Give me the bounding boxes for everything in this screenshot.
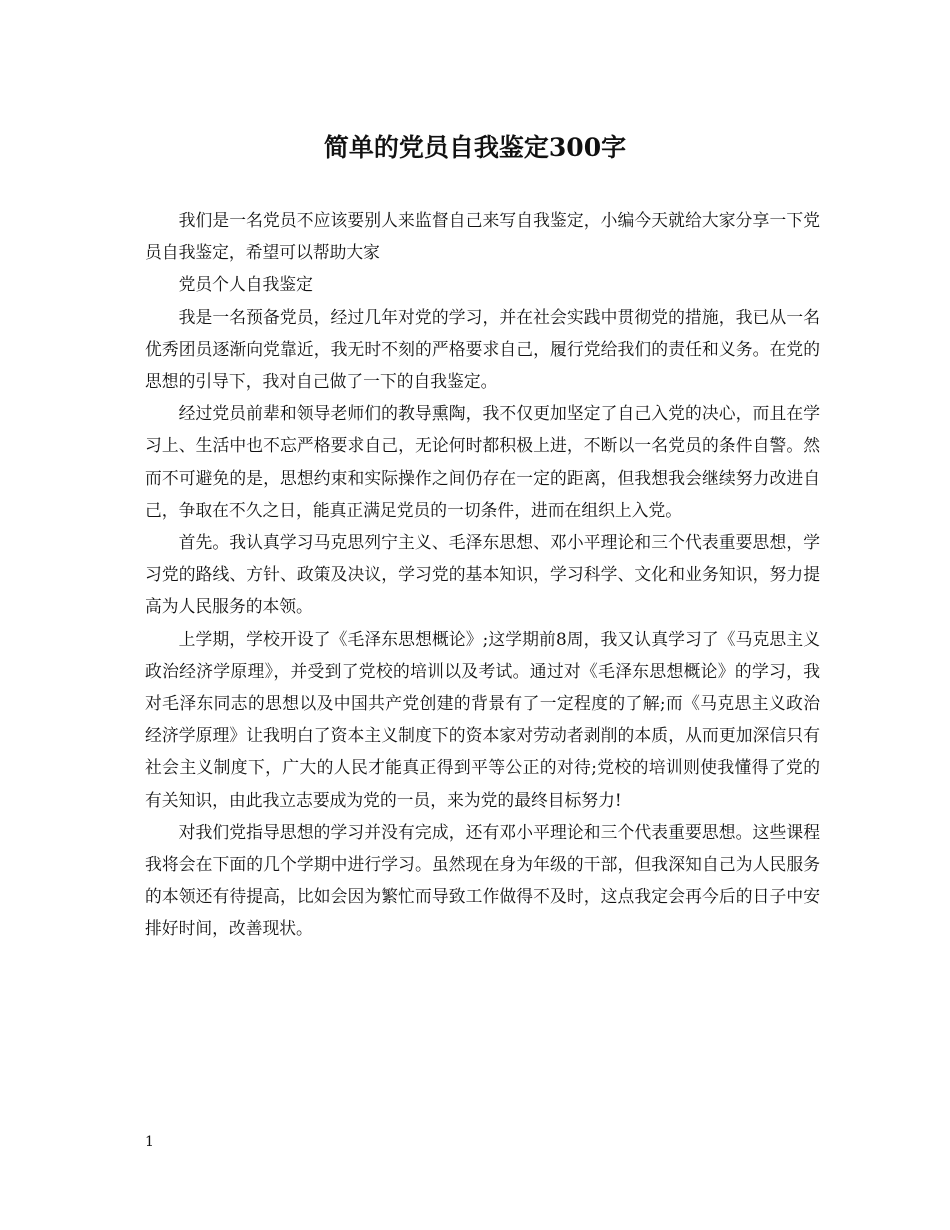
paragraph-3: 首先。我认真学习马克思列宁主义、毛泽东思想、邓小平理论和三个代表重要思想，学习党的路线、方针、政策及决议，学习党的基本知识，学习科学、文化和业务知识，努力提高为人民服务的本领。 bbox=[145, 532, 820, 617]
section-heading: 党员个人自我鉴定 bbox=[178, 274, 313, 295]
paragraph-5: 对我们党指导思想的学习并没有完成，还有邓小平理论和三个代表重要思想。这些课程我将会在下面的几个学期中进行学习。虽然现在身为年级的干部，但我深知自己为人民服务的本领还有待提高，比如会因为繁忙而导致工作做得不及时，这点我定会再今后的日子中安排好时间，改善现状。 bbox=[145, 821, 820, 939]
paragraph-4: 上学期，学校开设了《毛泽东思想概论》;这学期前8周，我又认真学习了《马克思主义政治经济学原理》，并受到了党校的培训以及考试。通过对《毛泽东思想概论》的学习，我对毛泽东同志的思想以及中国共产党创建的背景有了一定程度的了解;而《马克思主义政治经济学原理》让我明白了资本主义制度下的资本家对劳动者剥削的本质，从而更加深信只有社会主义制度下，广大的人民才能真正得到平等公正的对待;党校的培训则使我懂得了党的有关知识，由此我立志要成为党的一员，来为党的最终目标努力! bbox=[145, 628, 820, 810]
paragraph-2: 经过党员前辈和领导老师们的教导熏陶，我不仅更加坚定了自己入党的决心，而且在学习上、生活中也不忘严格要求自己，无论何时都积极上进，不断以一名党员的条件自警。然而不可避免的是，思想约束和实际操作之间仍存在一定的距离，但我想我会继续努力改进自己，争取在不久之日，能真正满足党员的一切条件，进而在组织上入党。 bbox=[145, 403, 820, 520]
page-number: 1 bbox=[145, 1134, 154, 1150]
document-body bbox=[145, 204, 820, 945]
document-title: 简单的党员自我鉴定300字 bbox=[323, 133, 627, 162]
paragraph-1: 我是一名预备党员，经过几年对党的学习，并在社会实践中贯彻党的措施，我已从一名优秀团员逐渐向党靠近，我无时不刻的严格要求自己，履行党给我们的责任和义务。在党的思想的引导下，我对自己做了一下的自我鉴定。 bbox=[145, 306, 820, 392]
paragraph-intro: 我们是一名党员不应该要别人来监督自己来写自我鉴定，小编今天就给大家分享一下党员自我鉴定，希望可以帮助大家 bbox=[145, 210, 820, 263]
